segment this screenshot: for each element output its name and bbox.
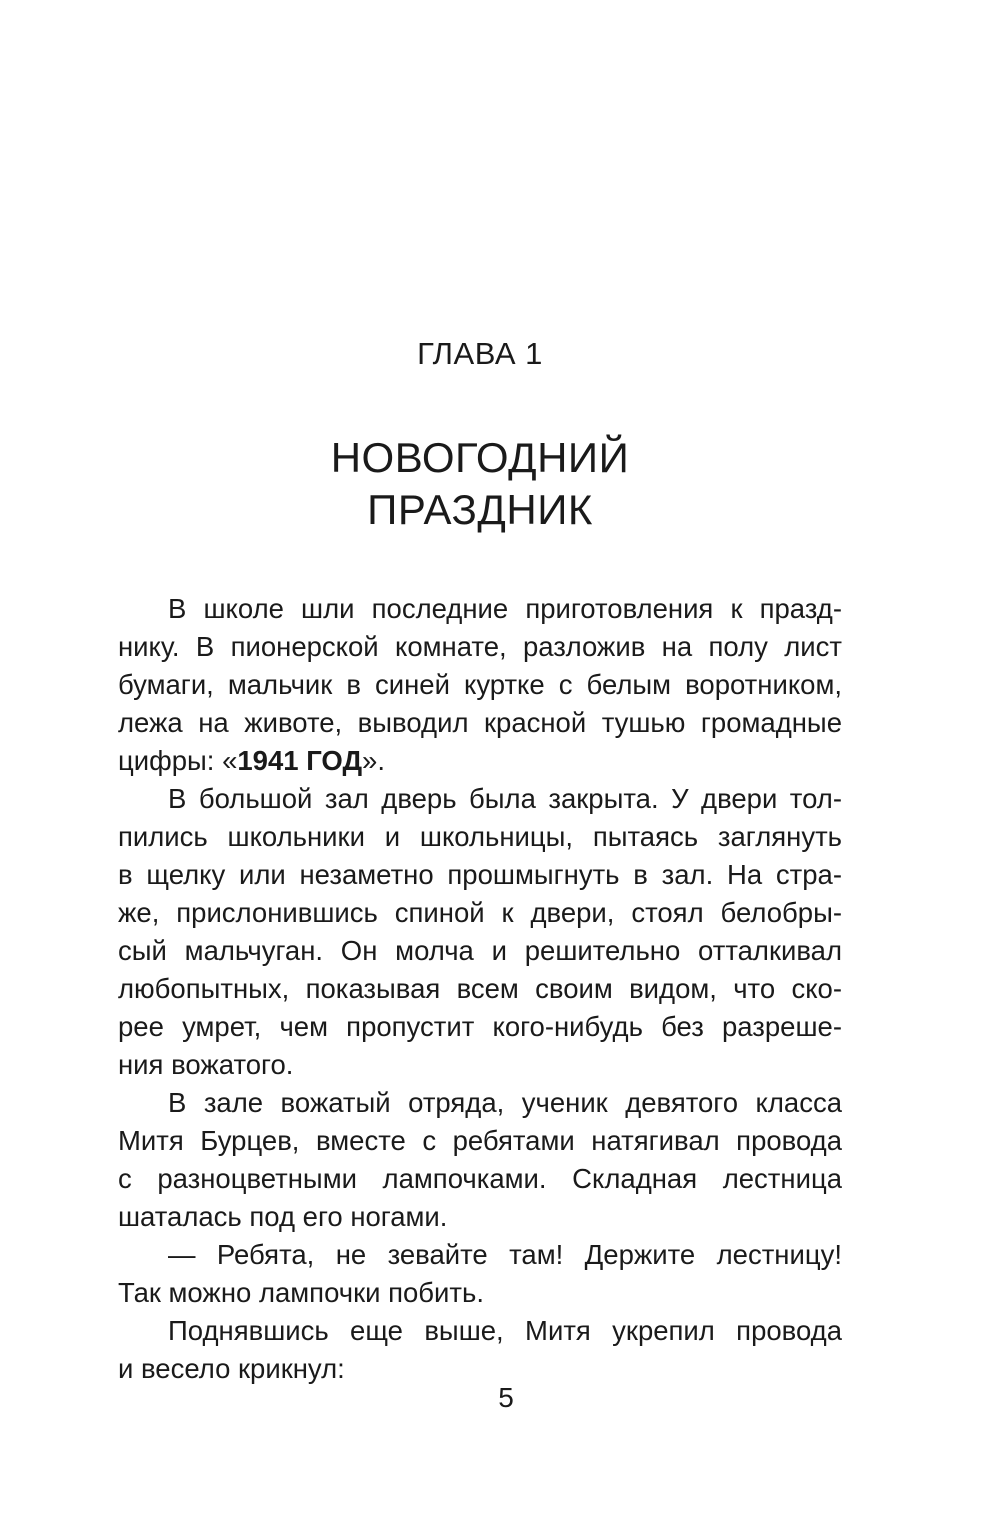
- text-line: бумаги, мальчик в синей куртке с белым воротником,: [118, 669, 842, 700]
- text-line: — Ребята, не зевайте там! Держите лестницу!: [168, 1239, 842, 1270]
- text-fragment: ».: [362, 745, 385, 776]
- chapter-title: [0, 432, 960, 536]
- body-text: [118, 590, 842, 1388]
- text-line: ния вожатого.: [118, 1049, 294, 1080]
- text-line: в щелку или незаметно прошмыгнуть в зал. На стра-: [118, 859, 842, 890]
- text-line: Митя Бурцев, вместе с ребятами натягивал провода: [118, 1125, 842, 1156]
- text-line: и весело крикнул:: [118, 1353, 345, 1384]
- text-line: В большой зал дверь была закрыта. У двери тол-: [168, 783, 842, 814]
- year-emphasis: 1941 ГОД: [237, 745, 363, 776]
- chapter-title-line: ПРАЗДНИК: [367, 486, 593, 533]
- text-line: В школе шли последние приготовления к празд-: [168, 593, 842, 624]
- page-number: 5: [498, 1382, 514, 1413]
- text-line: рее умрет, чем пропустит кого-нибудь без разреше-: [118, 1011, 842, 1042]
- text-line: нику. В пионерской комнате, разложив на полу лист: [118, 631, 842, 662]
- text-line: Поднявшись еще выше, Митя укрепил провода: [168, 1315, 842, 1346]
- text-line: пились школьники и школьницы, пытаясь заглянуть: [118, 821, 842, 852]
- text-fragment: цифры: «: [118, 745, 238, 776]
- text-line: любопытных, показывая всем своим видом, что ско-: [118, 973, 842, 1004]
- text-line: В зале вожатый отряда, ученик девятого класса: [168, 1087, 842, 1118]
- text-line: же, прислонившись спиной к двери, стоял белобры-: [118, 897, 842, 928]
- text-line: [118, 742, 842, 780]
- chapter-label: ГЛАВА 1: [417, 336, 543, 371]
- text-line: шаталась под его ногами.: [118, 1201, 448, 1232]
- chapter-title-line: НОВОГОДНИЙ: [330, 434, 630, 481]
- text-line: лежа на животе, выводил красной тушью громадные: [118, 707, 842, 738]
- text-line: с разноцветными лампочками. Складная лестница: [118, 1163, 842, 1194]
- text-line: Так можно лампочки побить.: [118, 1277, 484, 1308]
- text-line: сый мальчуган. Он молча и решительно отталкивал: [118, 935, 842, 966]
